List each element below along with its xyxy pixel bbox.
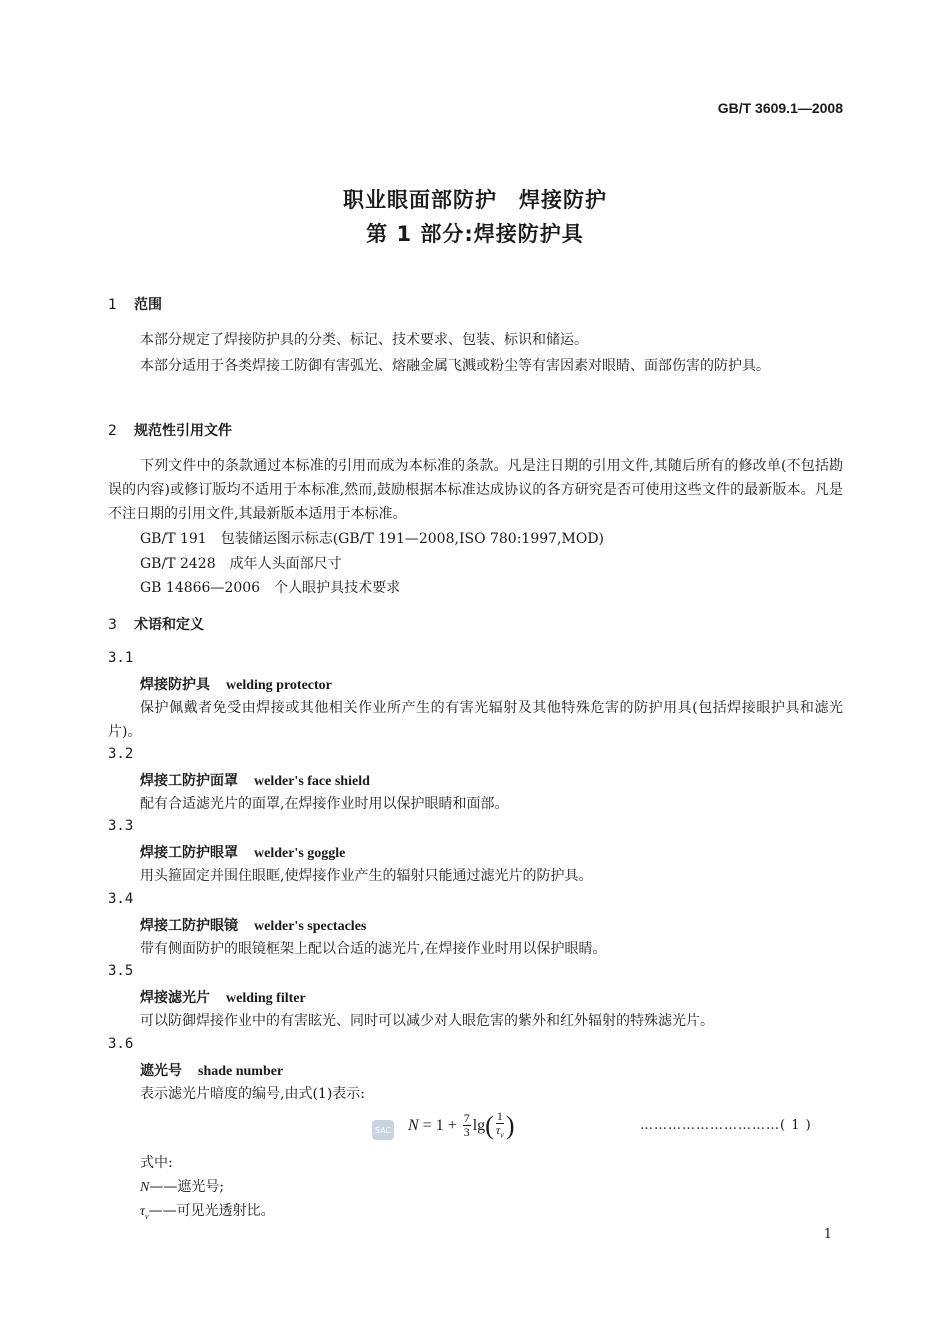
- term-definition: 带有侧面防护的眼镜框架上配以合适的滤光片,在焊接作业时用以保护眼睛。: [140, 941, 607, 957]
- term-name: [140, 915, 366, 935]
- term-name: [140, 674, 332, 694]
- term-definition: 保护佩戴者免受由焊接或其他相关作业所产生的有害光辐射及其他特殊危害的防护用具(包括焊接眼护具和滤光片)。: [108, 700, 843, 740]
- term-en: welder's spectacles: [254, 919, 367, 934]
- section-number: 3: [108, 617, 117, 633]
- tau-symbol: τ: [140, 1204, 146, 1219]
- term-en: welder's goggle: [254, 846, 346, 861]
- formula-lhs: N: [408, 1116, 419, 1134]
- term-zh: 焊接滤光片: [140, 990, 210, 1006]
- section-2-paragraph-1: 下列文件中的条款通过本标准的引用而成为本标准的条款。凡是注日期的引用文件,其随后所有的修改单(不包括勘误的内容)或修订版均不适用于本标准,然而,鼓励根据本标准达成协议的各方研究是否可使用这些文件的最新版本。凡是不注日期的引用文件,其最新版本适用于本标准。: [108, 458, 843, 522]
- section-number: 1: [108, 297, 117, 313]
- section-1-paragraph-2: 本部分适用于各类焊接工防御有害弧光、熔融金属飞溅或粉尘等有害因素对眼睛、面部伤害的防护具。: [140, 358, 770, 374]
- term-zh: 焊接工防护眼罩: [140, 845, 238, 861]
- where-item: [140, 1176, 224, 1196]
- term-number: 3.5: [108, 963, 134, 979]
- paren-left: (: [485, 1110, 494, 1140]
- inner-denominator: [496, 1124, 504, 1141]
- paren-right: ): [505, 1110, 515, 1140]
- term-en: welder's face shield: [254, 774, 370, 789]
- term-definition: 可以防御焊接作业中的有害眩光、同时可以减少对人眼危害的紫外和红外辐射的特殊滤光片。: [140, 1013, 714, 1029]
- shade-number-formula: [408, 1110, 515, 1141]
- where-item: [140, 1200, 275, 1221]
- reference-title: 成年人头面部尺寸: [229, 556, 342, 572]
- section-2-heading: [108, 420, 232, 440]
- term-zh: 遮光号: [140, 1063, 182, 1079]
- term-number: 3.1: [108, 650, 134, 666]
- term-name: [140, 987, 306, 1007]
- reference-code: GB 14866—2006: [140, 580, 261, 596]
- reference-title: 个人眼护具技术要求: [274, 580, 401, 596]
- reference-code: GB/T 2428: [140, 556, 216, 572]
- term-name: [140, 770, 370, 790]
- formula-equals: = 1 +: [422, 1116, 457, 1134]
- term-zh: 焊接工防护眼镜: [140, 918, 238, 934]
- standard-code: GB/T 3609.1—2008: [717, 100, 843, 116]
- variable-symbol: [140, 1204, 149, 1219]
- section-1-heading: [108, 294, 162, 314]
- formula-log: lg: [472, 1116, 486, 1134]
- variable-symbol: N: [140, 1180, 150, 1195]
- reference-item: [140, 553, 342, 573]
- fraction-numerator: 7: [463, 1111, 470, 1126]
- page-number: 1: [823, 1227, 832, 1242]
- where-label: 式中:: [140, 1155, 173, 1171]
- section-title: 范围: [134, 297, 162, 313]
- inner-numerator: 1: [496, 1109, 503, 1123]
- formula-fraction: [463, 1112, 471, 1139]
- section-1-paragraph-1: 本部分规定了焊接防护具的分类、标记、技术要求、包装、标识和储运。: [140, 332, 588, 348]
- section-number: 2: [108, 423, 117, 439]
- term-number: 3.2: [108, 746, 134, 762]
- formula-number: …………………………( 1 ): [640, 1118, 812, 1133]
- document-title-line1: 职业眼面部防护 焊接防护: [343, 188, 607, 212]
- tau-subscript: v: [500, 1130, 504, 1140]
- term-en: welding protector: [226, 678, 332, 693]
- term-en: shade number: [198, 1064, 284, 1079]
- sac-logo-icon: SAC: [372, 1120, 394, 1140]
- reference-code: GB/T 191: [140, 531, 207, 547]
- variable-description: ——可见光透射比。: [148, 1203, 275, 1219]
- term-number: 3.3: [108, 818, 134, 834]
- document-title-line2: 第 1 部分:焊接防护具: [366, 222, 584, 246]
- term-name: [140, 842, 345, 862]
- tau-symbol: τ: [495, 1123, 501, 1137]
- term-definition: 用头箍固定并围住眼眶,使焊接作业产生的辐射只能通过滤光片的防护具。: [140, 868, 593, 884]
- section-title: 术语和定义: [134, 617, 204, 633]
- reference-title: 包装储运图示标志(GB/T 191—2008,ISO 780:1997,MOD): [220, 531, 605, 547]
- term-name: [140, 1060, 283, 1080]
- variable-description: ——遮光号;: [149, 1179, 225, 1195]
- term-number: 3.6: [108, 1036, 134, 1052]
- reference-item: [140, 528, 604, 548]
- term-definition: 配有合适滤光片的面罩,在焊接作业时用以保护眼睛和面部。: [140, 796, 509, 812]
- section-title: 规范性引用文件: [134, 423, 232, 439]
- term-en: welding filter: [226, 991, 306, 1006]
- inner-fraction: [496, 1110, 504, 1141]
- tau-subscript: v: [145, 1211, 149, 1221]
- term-definition: 表示滤光片暗度的编号,由式(1)表示:: [140, 1086, 365, 1102]
- term-zh: 焊接工防护面罩: [140, 773, 238, 789]
- term-number: 3.4: [108, 891, 134, 907]
- reference-item: [140, 577, 400, 597]
- fraction-denominator: 3: [463, 1125, 470, 1140]
- section-3-heading: [108, 614, 204, 634]
- term-zh: 焊接防护具: [140, 677, 210, 693]
